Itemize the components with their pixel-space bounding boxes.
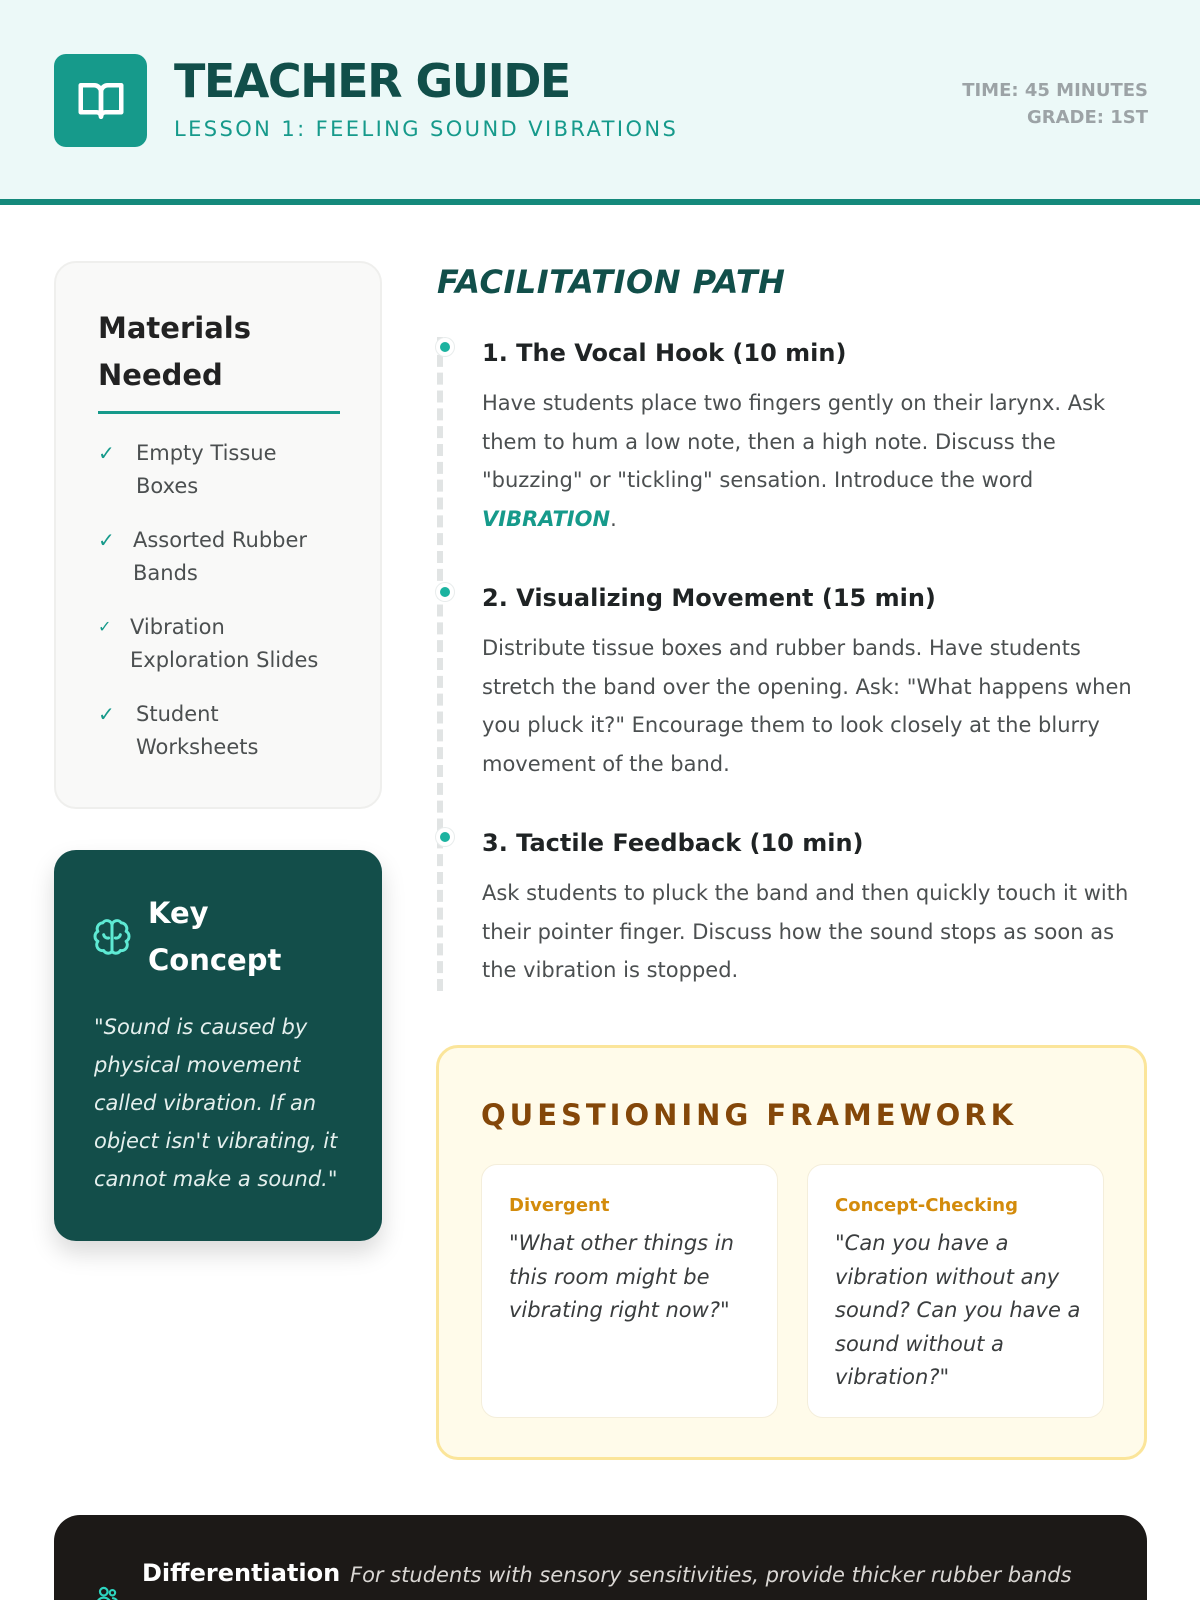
step-title: 1. The Vocal Hook (10 min) [482,339,847,367]
differentiation-bar [54,1515,1147,1600]
step-body [482,384,1122,538]
timeline-dot [436,583,454,601]
vibration-highlight: VIBRATION [482,506,611,531]
time-label: TIME: 45 MINUTES [962,80,1148,101]
step-title: 3. Tactile Feedback (10 min) [482,829,864,857]
question-type: Concept-Checking [835,1195,1018,1216]
material-label: Vibration Exploration Slides [130,615,319,672]
brain-icon [92,918,132,958]
questioning-framework-card [436,1045,1147,1460]
question-card [481,1164,778,1418]
users-icon [94,1583,120,1600]
step-body: Ask students to pluck the band and then quickly touch it with their pointer finger. Discuss how the sound stops as soon as the vibration is stopped. [482,881,1129,982]
check-icon: ✓ [98,702,115,726]
page-title: TEACHER GUIDE [174,54,570,108]
list-item [98,698,358,764]
step-text: Have students place two fingers gently on their larynx. Ask them to hum a low note, then a high note. Discuss the "buzzing" or "tickling" sensation. Introduce the word [482,391,1106,492]
list-item [98,524,358,590]
questioning-title: QUESTIONING FRAMEWORK [481,1098,1018,1132]
check-icon: ✓ [98,528,115,552]
differentiation-text: For students with sensory sensitivities, provide thicker rubber bands [350,1563,1072,1587]
check-icon: ✓ [98,441,115,465]
step-body: Distribute tissue boxes and rubber bands. Have students stretch the band over the opening. Ask: "What happens when you pluck it?" Encourage them to look closely at the blurry movement of the band. [482,636,1132,776]
key-concept-card [54,850,382,1241]
key-concept-title: Key Concept [148,896,282,977]
question-card [807,1164,1104,1418]
timeline-line [437,337,443,991]
material-label: Empty Tissue Boxes [136,441,277,498]
check-icon: ✓ [98,617,112,636]
list-item [98,611,358,677]
material-label: Assorted Rubber Bands [133,528,308,585]
page-header [0,0,1200,205]
lesson-meta [962,77,1148,131]
materials-card [54,261,382,809]
list-item [98,437,358,503]
step-title: 2. Visualizing Movement (15 min) [482,584,936,612]
timeline-dot [436,338,454,356]
grade-label: GRADE: 1ST [1026,107,1148,128]
lesson-subtitle: LESSON 1: FEELING SOUND VIBRATIONS [174,117,679,141]
material-label: Student Worksheets [136,702,259,759]
facilitation-title: FACILITATION PATH [437,263,786,301]
differentiation-title: Differentiation [142,1559,341,1587]
open-book-icon [74,74,128,128]
logo [54,54,147,147]
question-type: Divergent [509,1195,610,1216]
question-text: "Can you have a vibration without any sound? Can you have a sound without a vibration?" [835,1231,1081,1389]
question-text: "What other things in this room might be vibrating right now?" [509,1231,734,1322]
key-concept-quote: "Sound is caused by physical movement called vibration. If an object isn't vibrating, it cannot make a sound." [94,1015,338,1191]
step-text-tail: . [610,506,617,531]
divider [98,411,340,414]
timeline-dot [436,828,454,846]
materials-title: Materials Needed [98,311,251,392]
